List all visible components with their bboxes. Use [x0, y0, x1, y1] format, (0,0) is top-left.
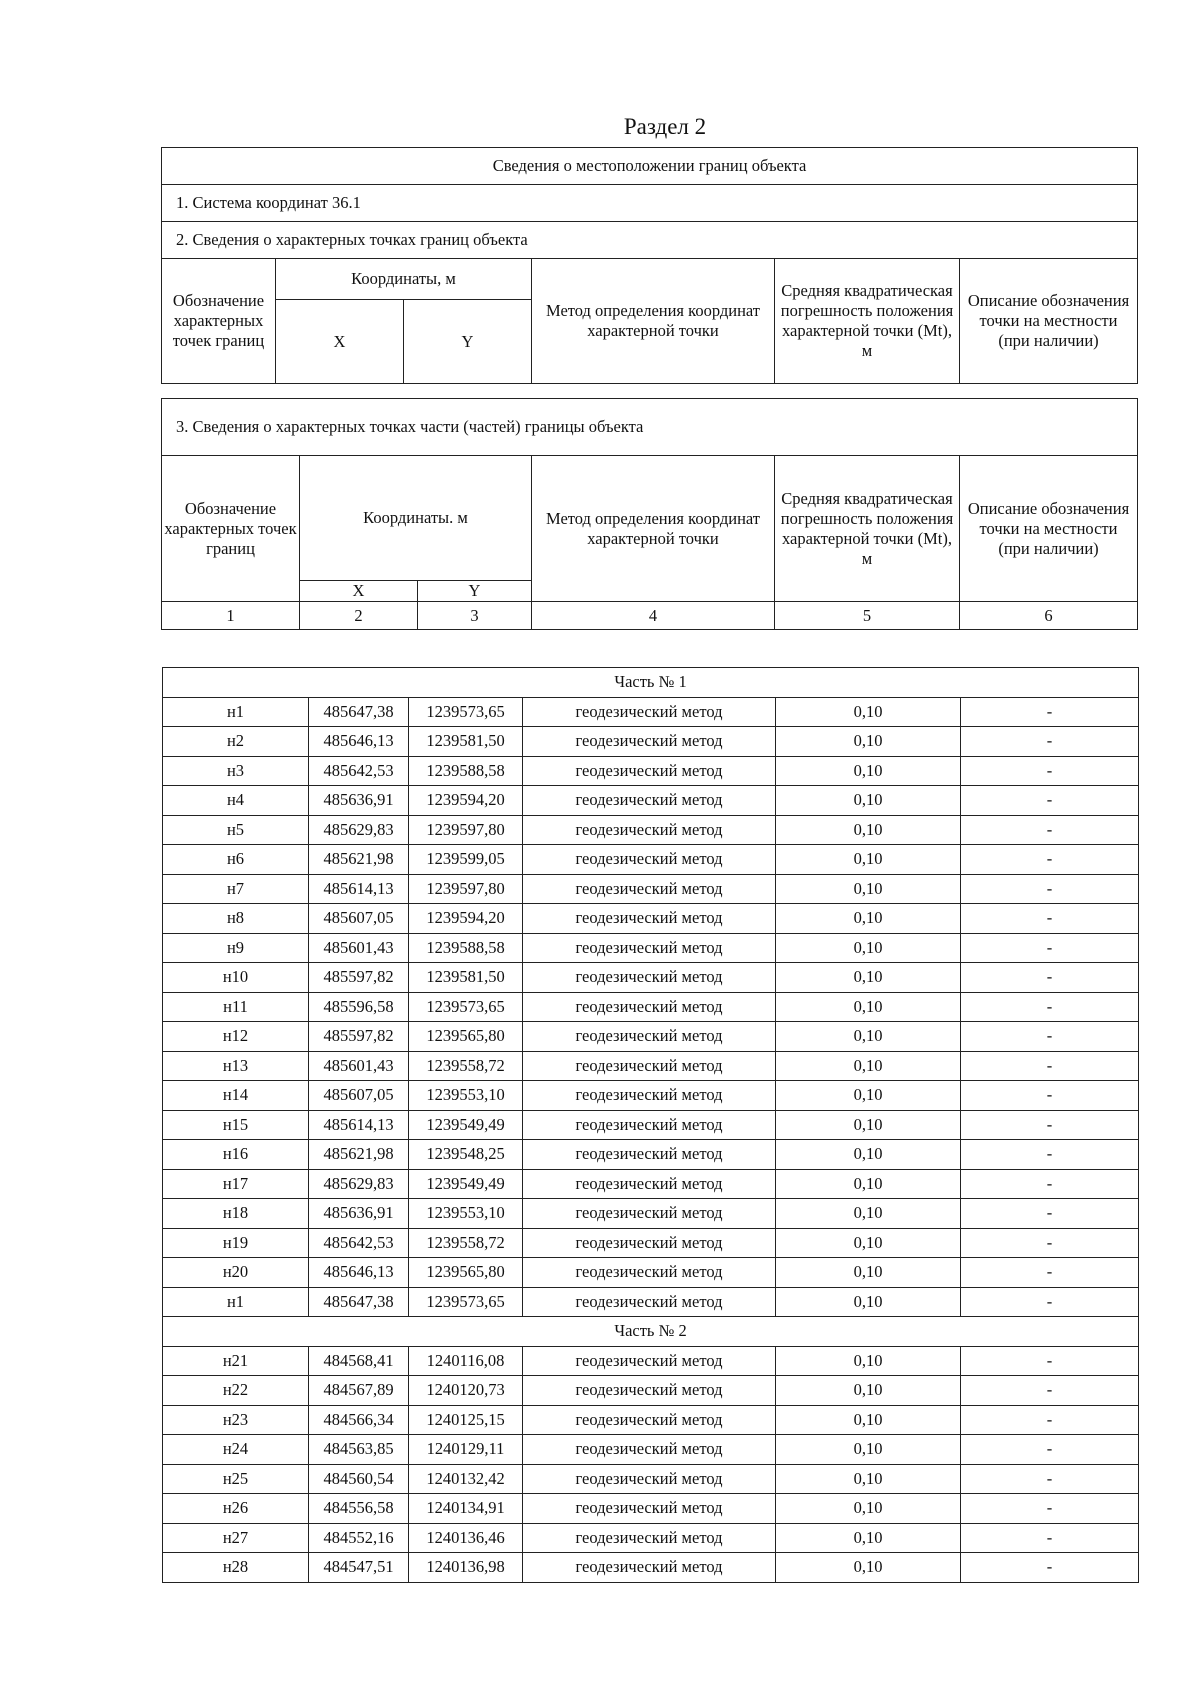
coordinate-x-cell: 485629,83 — [309, 815, 409, 845]
table-row — [163, 1523, 1139, 1553]
method-cell: геодезический метод — [523, 756, 776, 786]
coordinate-x-cell: 485607,05 — [309, 904, 409, 934]
part-title-row — [163, 668, 1139, 698]
description-cell: - — [961, 1022, 1139, 1052]
description-cell: - — [961, 963, 1139, 993]
header-error: Средняя квадратическая погрешность положения характерной точки (Mt), м — [775, 259, 960, 384]
error-cell: 0,10 — [776, 1199, 961, 1229]
error-cell: 0,10 — [776, 874, 961, 904]
point-designation-cell: н17 — [163, 1169, 309, 1199]
method-cell: геодезический метод — [523, 1346, 776, 1376]
column-number: 4 — [532, 602, 775, 630]
method-cell: геодезический метод — [523, 1051, 776, 1081]
coordinate-y-cell: 1240116,08 — [409, 1346, 523, 1376]
method-cell: геодезический метод — [523, 1110, 776, 1140]
point-designation-cell: н15 — [163, 1110, 309, 1140]
part-points-heading: 3. Сведения о характерных точках части (частей) границы объекта — [162, 399, 1138, 456]
error-cell: 0,10 — [776, 1110, 961, 1140]
table-row — [163, 1258, 1139, 1288]
part-points-header-table — [161, 398, 1138, 630]
error-cell: 0,10 — [776, 1494, 961, 1524]
error-cell: 0,10 — [776, 756, 961, 786]
header-coordinates: Координаты. м — [300, 456, 532, 581]
method-cell: геодезический метод — [523, 874, 776, 904]
table-row — [163, 992, 1139, 1022]
point-designation-cell: н3 — [163, 756, 309, 786]
description-cell: - — [961, 756, 1139, 786]
table-row — [163, 963, 1139, 993]
object-location-table — [161, 147, 1138, 384]
description-cell: - — [961, 845, 1139, 875]
object-location-heading: Сведения о местоположении границ объекта — [162, 148, 1138, 185]
table-row — [163, 1199, 1139, 1229]
coordinate-y-cell: 1239553,10 — [409, 1199, 523, 1229]
table-row — [163, 1494, 1139, 1524]
table-row — [163, 1464, 1139, 1494]
description-cell: - — [961, 1258, 1139, 1288]
table-row — [163, 1140, 1139, 1170]
coordinate-y-cell: 1239573,65 — [409, 697, 523, 727]
table-row — [163, 845, 1139, 875]
boundary-points-heading: 2. Сведения о характерных точках границ объекта — [162, 222, 1138, 259]
error-cell: 0,10 — [776, 1140, 961, 1170]
coordinate-y-cell: 1239558,72 — [409, 1228, 523, 1258]
point-designation-cell: н9 — [163, 933, 309, 963]
header-designation: Обозначение характерных точек границ — [162, 259, 276, 384]
point-designation-cell: н11 — [163, 992, 309, 1022]
header-x: X — [300, 581, 418, 602]
table-row — [163, 874, 1139, 904]
coordinate-y-cell: 1239581,50 — [409, 963, 523, 993]
point-designation-cell: н27 — [163, 1523, 309, 1553]
table-row — [163, 815, 1139, 845]
error-cell: 0,10 — [776, 1405, 961, 1435]
description-cell: - — [961, 1523, 1139, 1553]
description-cell: - — [961, 904, 1139, 934]
coordinate-y-cell: 1239588,58 — [409, 933, 523, 963]
error-cell: 0,10 — [776, 1435, 961, 1465]
coordinate-y-cell: 1240136,98 — [409, 1553, 523, 1583]
coordinate-x-cell: 485629,83 — [309, 1169, 409, 1199]
coordinate-y-cell: 1240134,91 — [409, 1494, 523, 1524]
method-cell: геодезический метод — [523, 1376, 776, 1406]
description-cell: - — [961, 1553, 1139, 1583]
method-cell: геодезический метод — [523, 815, 776, 845]
description-cell: - — [961, 727, 1139, 757]
coordinate-x-cell: 485614,13 — [309, 1110, 409, 1140]
coordinate-x-cell: 484556,58 — [309, 1494, 409, 1524]
part-points-data-table — [162, 667, 1139, 1583]
error-cell: 0,10 — [776, 786, 961, 816]
coordinate-y-cell: 1239594,20 — [409, 786, 523, 816]
coordinate-x-cell: 485621,98 — [309, 845, 409, 875]
description-cell: - — [961, 1169, 1139, 1199]
method-cell: геодезический метод — [523, 1081, 776, 1111]
method-cell: геодезический метод — [523, 1287, 776, 1317]
method-cell: геодезический метод — [523, 1464, 776, 1494]
coordinate-y-cell: 1240136,46 — [409, 1523, 523, 1553]
table-row — [163, 1051, 1139, 1081]
coordinate-y-cell: 1239573,65 — [409, 1287, 523, 1317]
table-row — [163, 697, 1139, 727]
description-cell: - — [961, 697, 1139, 727]
error-cell: 0,10 — [776, 1228, 961, 1258]
point-designation-cell: н1 — [163, 697, 309, 727]
description-cell: - — [961, 933, 1139, 963]
point-designation-cell: н21 — [163, 1346, 309, 1376]
point-designation-cell: н4 — [163, 786, 309, 816]
table-row — [163, 1081, 1139, 1111]
point-designation-cell: н7 — [163, 874, 309, 904]
coordinate-x-cell: 485636,91 — [309, 786, 409, 816]
coordinate-y-cell: 1239549,49 — [409, 1169, 523, 1199]
error-cell: 0,10 — [776, 1523, 961, 1553]
point-designation-cell: н28 — [163, 1553, 309, 1583]
method-cell: геодезический метод — [523, 1494, 776, 1524]
method-cell: геодезический метод — [523, 1405, 776, 1435]
description-cell: - — [961, 992, 1139, 1022]
description-cell: - — [961, 1435, 1139, 1465]
coordinate-y-cell: 1239558,72 — [409, 1051, 523, 1081]
coordinate-x-cell: 484560,54 — [309, 1464, 409, 1494]
error-cell: 0,10 — [776, 727, 961, 757]
header-y: Y — [418, 581, 532, 602]
coordinate-x-cell: 484566,34 — [309, 1405, 409, 1435]
description-cell: - — [961, 1464, 1139, 1494]
coordinate-x-cell: 485596,58 — [309, 992, 409, 1022]
point-designation-cell: н26 — [163, 1494, 309, 1524]
coordinate-y-cell: 1239588,58 — [409, 756, 523, 786]
description-cell: - — [961, 874, 1139, 904]
point-designation-cell: н1 — [163, 1287, 309, 1317]
section-title: Раздел 2 — [623, 114, 707, 139]
coordinate-y-cell: 1239594,20 — [409, 904, 523, 934]
coordinate-y-cell: 1239597,80 — [409, 874, 523, 904]
error-cell: 0,10 — [776, 1464, 961, 1494]
method-cell: геодезический метод — [523, 1169, 776, 1199]
description-cell: - — [961, 1494, 1139, 1524]
table-row — [163, 1287, 1139, 1317]
table-row — [163, 1228, 1139, 1258]
point-designation-cell: н14 — [163, 1081, 309, 1111]
error-cell: 0,10 — [776, 1287, 961, 1317]
description-cell: - — [961, 786, 1139, 816]
description-cell: - — [961, 1405, 1139, 1435]
error-cell: 0,10 — [776, 992, 961, 1022]
coordinate-y-cell: 1239565,80 — [409, 1258, 523, 1288]
column-number: 1 — [162, 602, 300, 630]
method-cell: геодезический метод — [523, 963, 776, 993]
coordinate-x-cell: 485601,43 — [309, 933, 409, 963]
coordinate-y-cell: 1240125,15 — [409, 1405, 523, 1435]
column-number: 5 — [775, 602, 960, 630]
point-designation-cell: н16 — [163, 1140, 309, 1170]
point-designation-cell: н13 — [163, 1051, 309, 1081]
error-cell: 0,10 — [776, 815, 961, 845]
coordinate-x-cell: 485636,91 — [309, 1199, 409, 1229]
coordinate-y-cell: 1239553,10 — [409, 1081, 523, 1111]
coordinate-y-cell: 1239565,80 — [409, 1022, 523, 1052]
error-cell: 0,10 — [776, 933, 961, 963]
error-cell: 0,10 — [776, 845, 961, 875]
description-cell: - — [961, 1051, 1139, 1081]
part-title-row — [163, 1317, 1139, 1347]
table-row — [163, 1405, 1139, 1435]
coordinate-x-cell: 485597,82 — [309, 1022, 409, 1052]
method-cell: геодезический метод — [523, 1258, 776, 1288]
coordinate-x-cell: 485647,38 — [309, 1287, 409, 1317]
column-number: 6 — [960, 602, 1138, 630]
table-row — [163, 1169, 1139, 1199]
header-y: Y — [404, 300, 532, 384]
method-cell: геодезический метод — [523, 1228, 776, 1258]
coordinate-x-cell: 484547,51 — [309, 1553, 409, 1583]
table-row — [163, 1346, 1139, 1376]
coordinate-x-cell: 485646,13 — [309, 727, 409, 757]
coordinate-y-cell: 1239597,80 — [409, 815, 523, 845]
error-cell: 0,10 — [776, 963, 961, 993]
table-row — [163, 1110, 1139, 1140]
coordinate-y-cell: 1240129,11 — [409, 1435, 523, 1465]
header-description: Описание обозначения точки на местности (при наличии) — [960, 456, 1138, 602]
header-error: Средняя квадратическая погрешность положения характерной точки (Mt), м — [775, 456, 960, 602]
method-cell: геодезический метод — [523, 933, 776, 963]
method-cell: геодезический метод — [523, 786, 776, 816]
table-row — [163, 1553, 1139, 1583]
column-number: 2 — [300, 602, 418, 630]
method-cell: геодезический метод — [523, 1523, 776, 1553]
description-cell: - — [961, 1140, 1139, 1170]
coordinate-x-cell: 485642,53 — [309, 1228, 409, 1258]
header-method: Метод определения координат характерной точки — [532, 259, 775, 384]
method-cell: геодезический метод — [523, 697, 776, 727]
method-cell: геодезический метод — [523, 992, 776, 1022]
error-cell: 0,10 — [776, 1346, 961, 1376]
error-cell: 0,10 — [776, 1081, 961, 1111]
table-row — [163, 756, 1139, 786]
point-designation-cell: н20 — [163, 1258, 309, 1288]
header-coordinates: Координаты, м — [276, 259, 532, 300]
method-cell: геодезический метод — [523, 1022, 776, 1052]
method-cell: геодезический метод — [523, 1553, 776, 1583]
coordinate-x-cell: 485642,53 — [309, 756, 409, 786]
coordinate-x-cell: 485601,43 — [309, 1051, 409, 1081]
coordinate-x-cell: 485614,13 — [309, 874, 409, 904]
coordinate-y-cell: 1239548,25 — [409, 1140, 523, 1170]
description-cell: - — [961, 1287, 1139, 1317]
method-cell: геодезический метод — [523, 845, 776, 875]
coordinate-x-cell: 485646,13 — [309, 1258, 409, 1288]
point-designation-cell: н6 — [163, 845, 309, 875]
error-cell: 0,10 — [776, 1258, 961, 1288]
error-cell: 0,10 — [776, 1553, 961, 1583]
method-cell: геодезический метод — [523, 1435, 776, 1465]
description-cell: - — [961, 1228, 1139, 1258]
point-designation-cell: н25 — [163, 1464, 309, 1494]
coordinate-y-cell: 1240132,42 — [409, 1464, 523, 1494]
point-designation-cell: н5 — [163, 815, 309, 845]
coordinate-y-cell: 1239599,05 — [409, 845, 523, 875]
error-cell: 0,10 — [776, 1051, 961, 1081]
description-cell: - — [961, 1346, 1139, 1376]
table-row — [163, 1376, 1139, 1406]
error-cell: 0,10 — [776, 1376, 961, 1406]
point-designation-cell: н22 — [163, 1376, 309, 1406]
coordinate-x-cell: 484568,41 — [309, 1346, 409, 1376]
table-row — [163, 727, 1139, 757]
coordinate-y-cell: 1240120,73 — [409, 1376, 523, 1406]
point-designation-cell: н23 — [163, 1405, 309, 1435]
table-row — [163, 1022, 1139, 1052]
error-cell: 0,10 — [776, 1169, 961, 1199]
method-cell: геодезический метод — [523, 1140, 776, 1170]
error-cell: 0,10 — [776, 697, 961, 727]
method-cell: геодезический метод — [523, 1199, 776, 1229]
coordinate-x-cell: 485647,38 — [309, 697, 409, 727]
coordinate-y-cell: 1239581,50 — [409, 727, 523, 757]
point-designation-cell: н19 — [163, 1228, 309, 1258]
error-cell: 0,10 — [776, 1022, 961, 1052]
column-number: 3 — [418, 602, 532, 630]
description-cell: - — [961, 1199, 1139, 1229]
method-cell: геодезический метод — [523, 727, 776, 757]
table-row — [163, 933, 1139, 963]
point-designation-cell: н24 — [163, 1435, 309, 1465]
description-cell: - — [961, 815, 1139, 845]
method-cell: геодезический метод — [523, 904, 776, 934]
coordinate-y-cell: 1239573,65 — [409, 992, 523, 1022]
coordinate-y-cell: 1239549,49 — [409, 1110, 523, 1140]
part-title: Часть № 1 — [163, 668, 1139, 698]
coordinate-system-label: 1. Система координат 36.1 — [162, 185, 1138, 222]
coordinate-x-cell: 485621,98 — [309, 1140, 409, 1170]
part-title: Часть № 2 — [163, 1317, 1139, 1347]
point-designation-cell: н2 — [163, 727, 309, 757]
coordinate-x-cell: 485607,05 — [309, 1081, 409, 1111]
coordinate-x-cell: 484552,16 — [309, 1523, 409, 1553]
error-cell: 0,10 — [776, 904, 961, 934]
point-designation-cell: н18 — [163, 1199, 309, 1229]
point-designation-cell: н8 — [163, 904, 309, 934]
point-designation-cell: н10 — [163, 963, 309, 993]
coordinate-x-cell: 484563,85 — [309, 1435, 409, 1465]
table-row — [163, 1435, 1139, 1465]
header-description: Описание обозначения точки на местности (при наличии) — [960, 259, 1138, 384]
table-row — [163, 904, 1139, 934]
description-cell: - — [961, 1081, 1139, 1111]
header-designation: Обозначение характерных точек границ — [162, 456, 300, 602]
table-row — [163, 786, 1139, 816]
header-x: X — [276, 300, 404, 384]
header-method: Метод определения координат характерной точки — [532, 456, 775, 602]
coordinate-x-cell: 485597,82 — [309, 963, 409, 993]
description-cell: - — [961, 1376, 1139, 1406]
point-designation-cell: н12 — [163, 1022, 309, 1052]
description-cell: - — [961, 1110, 1139, 1140]
coordinate-x-cell: 484567,89 — [309, 1376, 409, 1406]
